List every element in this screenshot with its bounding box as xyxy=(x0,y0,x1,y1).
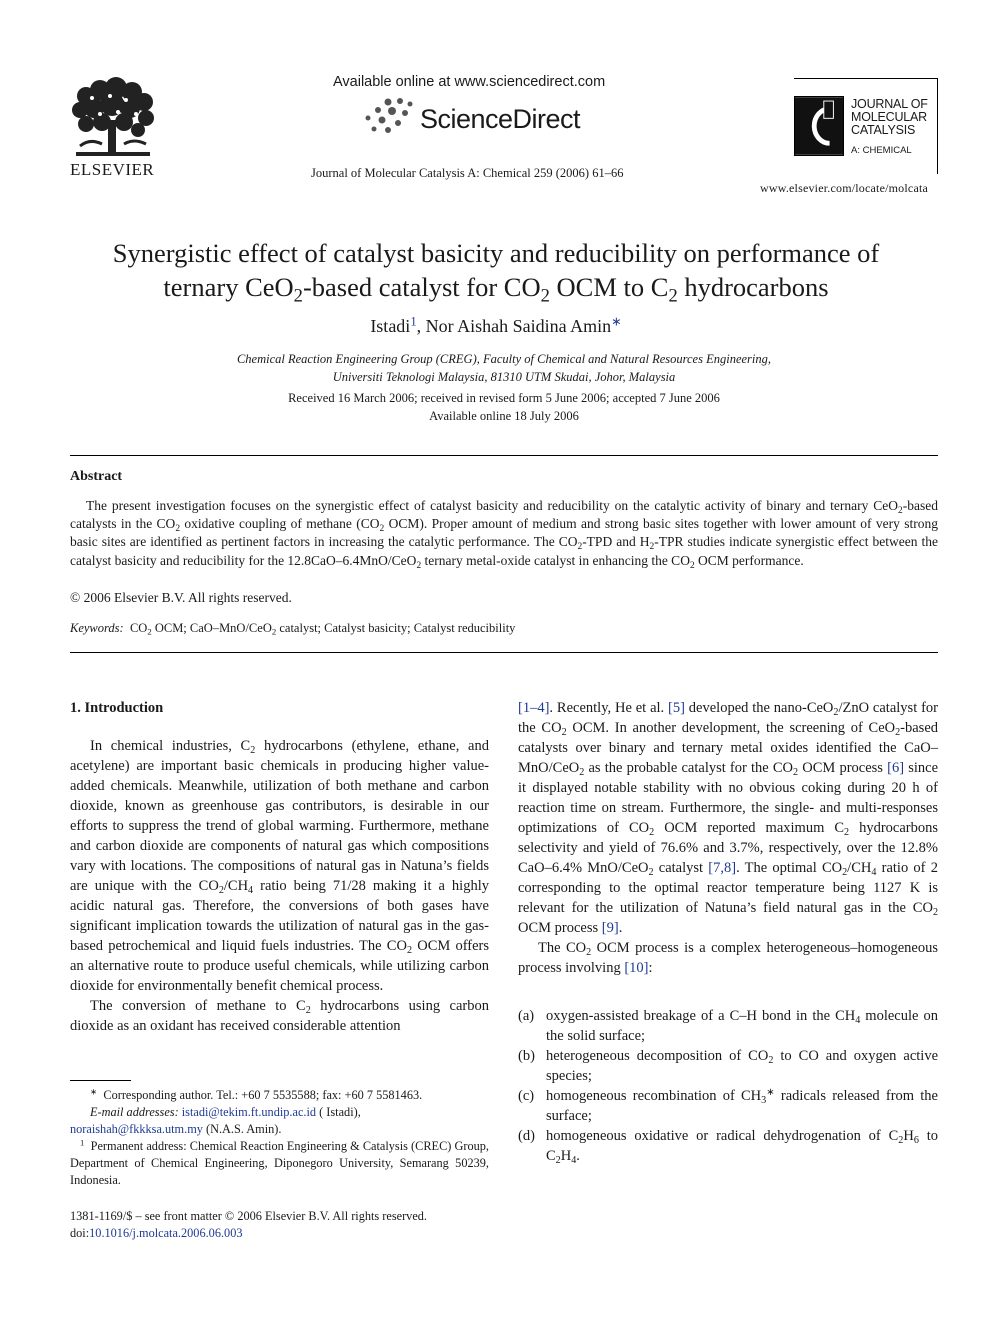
citation-9[interactable]: [9] xyxy=(601,920,619,936)
list-text-d: homogeneous oxidative or radical dehydrogenation of $C_2H_6$ to $C_2H_4$. xyxy=(546,1128,938,1167)
journal-reference: Journal of Molecular Catalysis A: Chemical 259 (2006) 61–66 xyxy=(311,166,624,180)
journal-logo-subtitle: A: CHEMICAL xyxy=(851,145,912,156)
list-label-b: (b) xyxy=(518,1048,535,1064)
received-dates: Received 16 March 2006; received in revised form 5 June 2006; accepted 7 June 2006 xyxy=(288,391,720,405)
journal-url[interactable]: www.elsevier.com/locate/molcata xyxy=(760,181,929,195)
journal-cover-icon xyxy=(794,96,844,156)
intro-paragraph-3: The $CO_2$ OCM process is a complex heterogeneous–homogeneous process involving [10]: xyxy=(518,940,939,976)
article-dates xyxy=(0,389,992,425)
footnote-permanent-text: Permanent address: Chemical Reaction Engineering & Catalysis (CREC) Group, Department of Chemical Engineering, Diponegoro University, Semarang 50239, Indonesia. xyxy=(70,1139,490,1187)
abstract-copyright: © 2006 Elsevier B.V. All rights reserved. xyxy=(70,590,292,605)
list-item xyxy=(518,1126,938,1166)
elsevier-wordmark: ELSEVIER xyxy=(70,160,155,179)
article-title-line1: Synergistic effect of catalyst basicity and reducibility on performance of xyxy=(112,238,880,268)
affiliation xyxy=(0,350,992,386)
journal-logo-line3: CATALYSIS xyxy=(851,123,916,137)
author-istadi: Istadi xyxy=(370,316,411,336)
sciencedirect-dots-icon xyxy=(358,96,418,136)
article-authors xyxy=(0,316,992,337)
issn-line: 1381-1169/$ – see front matter © 2006 Elsevier B.V. All rights reserved. xyxy=(70,1209,428,1223)
online-date: Available online 18 July 2006 xyxy=(429,409,579,423)
affiliation-line1: Chemical Reaction Engineering Group (CREG), Faculty of Chemical and Natural Resources Engineering, xyxy=(236,352,772,366)
journal-logo-rule-right xyxy=(937,78,938,174)
footnote-email xyxy=(70,1104,489,1121)
email-label: E-mail addresses: xyxy=(90,1105,179,1119)
journal-logo-line2: MOLECULAR xyxy=(851,110,927,124)
footnote-corresponding: ∗ Corresponding author. Tel.: +60 7 5535588; fax: +60 7 5581463. xyxy=(90,1086,423,1102)
abstract-text: The present investigation focuses on the synergistic effect of catalyst basicity and reducibility on the catalytic activity of binary and ternary CeO$_2$-based catalysts in the $CO_2$ oxidative coupling of methane ($CO_2$ OCM). Proper amount of medium and strong basic sites together with lower amount of very strong basic sites are identified as pertinent factors in increasing the catalytic performance. The $CO_2$-TPD and $H_2$-TPR studies indicate synergistic effect between the catalyst basicity and reducibility for the 12.8CaO–6.4MnO/CeO$_2$ ternary metal-oxide catalyst in enhancing the $CO_2$ OCM performance. xyxy=(70,498,939,571)
article-title xyxy=(60,236,932,307)
process-steps-list xyxy=(518,1006,938,1166)
list-item xyxy=(518,1086,938,1126)
doi-label: doi: xyxy=(70,1226,90,1240)
citation-7-8[interactable]: [7,8] xyxy=(708,860,737,876)
email-owner-istadi: ( Istadi), xyxy=(316,1105,361,1119)
journal-logo-rule xyxy=(794,78,938,79)
section-heading-introduction: 1. Introduction xyxy=(70,700,164,716)
body-left-column xyxy=(70,698,489,1036)
list-label-c: (c) xyxy=(518,1088,535,1104)
footnote-rule xyxy=(70,1080,131,1081)
article-title-line2: ternary CeO$_2$-based catalyst for $CO_2$ OCM to $C_2$ hydrocarbons xyxy=(163,272,829,307)
intro-paragraph-2: The conversion of methane to $C_2$ hydrocarbons using carbon dioxide as an oxidant has received considerable attention xyxy=(70,998,489,1034)
abstract-bottom-rule xyxy=(70,652,938,653)
list-text-a: oxygen-assisted breakage of a C–H bond in the $CH_4$ molecule on the solid surface; xyxy=(546,1008,938,1044)
sciencedirect-wordmark: ScienceDirect xyxy=(420,104,581,134)
body-right-column xyxy=(518,698,938,1166)
doi-link[interactable]: 10.1016/j.molcata.2006.06.003 xyxy=(89,1226,243,1240)
abstract-top-rule xyxy=(70,455,938,456)
list-item xyxy=(518,1046,938,1086)
doi-line xyxy=(70,1225,427,1242)
footnote-marker-1[interactable]: 1 xyxy=(410,314,417,329)
email-owner-amin: (N.A.S. Amin). xyxy=(202,1122,282,1136)
list-item xyxy=(518,1006,938,1046)
issn-block xyxy=(70,1208,427,1242)
corresponding-marker[interactable]: ∗ xyxy=(611,314,622,329)
list-label-a: (a) xyxy=(518,1008,535,1024)
citation-5[interactable]: [5] xyxy=(668,700,685,716)
footnote-corresponding-text: Corresponding author. Tel.: +60 7 5535588; fax: +60 7 5581463. xyxy=(103,1088,423,1102)
citation-6[interactable]: [6] xyxy=(887,760,905,776)
keywords: Keywords: $CO_2$ OCM; CaO–MnO/CeO$_2$ catalyst; Catalyst basicity; Catalyst reducibility xyxy=(70,621,516,637)
list-text-c: homogeneous recombination of $CH_3^∗$ radicals released from the surface; xyxy=(546,1086,938,1124)
email-link-istadi[interactable]: istadi@tekim.ft.undip.ac.id xyxy=(181,1105,317,1119)
sciencedirect-available[interactable]: Available online at www.sciencedirect.com xyxy=(333,74,606,90)
footnotes xyxy=(70,1087,489,1189)
citation-1-4[interactable]: [1–4] xyxy=(518,700,550,716)
journal-logo-title xyxy=(851,98,928,137)
keywords-label: Keywords: xyxy=(70,621,124,635)
intro-paragraph-1: In chemical industries, $C_2$ hydrocarbons (ethylene, ethane, and acetylene) are important basic chemicals in producing higher value-added chemicals. Meanwhile, utilization of both methane and carbon dioxide, known as greenhouse gas contributors, is desirable in our efforts to suppress the trend of global warming. Furthermore, methane and carbon dioxide are components of natural gas which compositions vary with locations. The compositions of natural gas in Natuna’s fields are unique with the $CO_2/CH_4$ ratio being 71/28 making it a highly acidic natural gas. Therefore, the conversions of both gases have significant implication towards the utilization of natural gas in the gas-based petrochemical and liquid fuels industries. The $CO_2$ OCM offers an alternative route to produce useful chemicals, while utilizing carbon dioxide for environmentally benefit chemical process. xyxy=(70,738,490,994)
list-label-d: (d) xyxy=(518,1128,535,1144)
affiliation-line2: Universiti Teknologi Malaysia, 81310 UTM Skudai, Johor, Malaysia xyxy=(332,370,676,384)
email-link-amin[interactable]: noraishah@fkkksa.utm.my xyxy=(70,1122,203,1136)
footnote-permanent: $^1$ Permanent address: Chemical Reaction Engineering & Catalysis (CREC) Group, Department of Chemical Engineering, Diponegoro University, Semarang 50239, Indonesia. xyxy=(70,1137,490,1187)
journal-logo-line1: JOURNAL OF xyxy=(851,97,928,111)
citation-10[interactable]: [10] xyxy=(624,960,649,976)
footnote-email-2 xyxy=(70,1121,489,1138)
author-amin: , Nor Aishah Saidina Amin xyxy=(416,316,612,336)
abstract-heading: Abstract xyxy=(70,469,123,484)
list-text-b: heterogeneous decomposition of $CO_2$ to CO and oxygen active species; xyxy=(546,1048,938,1084)
intro-paragraph-2-cont: [1–4]. Recently, He et al. [5] developed the nano-CeO$_2$/ZnO catalyst for the $CO_2$ OCM. In another development, the screening of CeO$_2$-based catalysts over binary and ternary metal oxides identified the CaO–MnO/CeO$_2$ as the probable catalyst for the $CO_2$ OCM process [6] since it displayed notable stability with no obvious coking during 20 h of reaction time on stream. Furthermore, the single- and multi-responses optimizations of $CO_2$ OCM reported maximum $C_2$ hydrocarbons selectivity and yield of 76.6% and 3.7%, respectively, over the 12.8% CaO–6.4% MnO/CeO$_2$ catalyst [7,8]. The optimal $CO_2/CH_4$ ratio of 2 corresponding to the optimal reactor temperature being 1127 K is relevant for the utilization of Natuna’s field natural gas in the $CO_2$ OCM process [9]. xyxy=(518,700,939,936)
